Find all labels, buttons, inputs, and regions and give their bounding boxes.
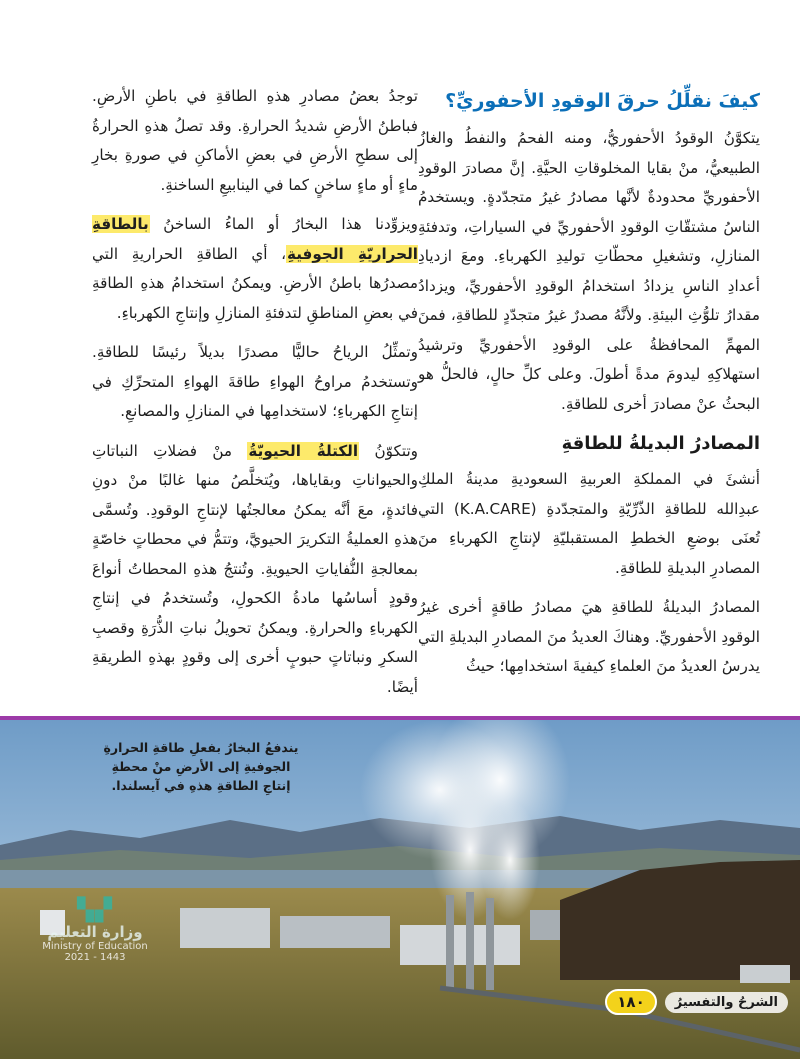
paragraph-alternative-sources: المصادرُ البديلةُ للطاقةِ هيَ مصادرُ طاقةٍ أخرى غيرُ الوقودِ الأحفوريِّ. وهناكَ العديدُ منَ المصادرِ البديلةِ التي يدرسُ العديدُ منَ العلماءِ كيفيةَ استخدامِها؛ حيثُ (418, 598, 760, 675)
plant-building (400, 925, 520, 965)
paragraph-earth-heat: توجدُ بعضُ مصادرِ هذهِ الطاقةِ في باطنِ الأرضِ. فباطنُ الأرضِ شديدُ الحرارةِ. وقد تصلُ هذهِ الحرارةُ إلى سطحِ الأرضِ في بعضِ الأماكنِ في صورةِ بخارِ ماءٍ أو ماءٍ ساخنٍ كما في الينابيعِ الساخنةِ. (92, 87, 418, 194)
paragraph-biomass (92, 437, 418, 703)
plant-building (280, 916, 390, 948)
page-footer (598, 988, 788, 1016)
watermark-english: Ministry of Education (42, 941, 148, 952)
right-column (418, 82, 760, 692)
plant-building (740, 965, 790, 983)
term-biomass: الكتلةُ الحيويّةُ (248, 441, 359, 460)
watermark-arabic: وزارة التعليم (47, 923, 143, 941)
ministry-watermark (40, 898, 150, 963)
footer-section-title: الشرحُ والتفسيرُ (665, 992, 788, 1013)
subsection-heading: المصادرُ البديلةُ للطاقةِ (561, 433, 760, 454)
biomass-text-after: منْ فضلاتِ النباتاتِ والحيواناتِ وبقاياها، ويُتخلَّصُ منها غالبًا منْ دونِ فائدةٍ، معَ أنَّه يمكنُ معالجتُها لإنتاجِ الوقودِ. وتُسمَّى هذهِ العمليةُ التكريرَ الحيويَّ، وتتمُّ في محطاتٍ خاصّةٍ بمعالجةِ النُّفاياتِ الحيويةِ. وتُنتجُ هذهِ المحطاتُ أنواعَ وقودٍ أساسُها مادةُ الكحولِ، وتُستخدمُ في إنتاجِ الكهرباءِ والحرارةِ. ويمكنُ تحويلُ نباتِ الذُّرَةِ وقصبِ السكرِ ونباتاتٍ حبوبٍ أخرى إلى وقودٍ بهذهِ الطريقةِ أيضًا. (92, 441, 418, 696)
smokestack (486, 898, 494, 990)
photo-caption: يندفعُ البخارُ بفعلِ طاقةِ الحرارةِ الجوفيةِ إلى الأرضِ منْ محطةِ إنتاجِ الطاقةِ هذهِ في آيسلندا. (103, 740, 299, 793)
section-heading: كيفَ نقلِّلُ حرقَ الوقودِ الأحفوريِّ؟ (445, 90, 760, 112)
plant-building (180, 908, 270, 948)
left-column (92, 82, 418, 712)
biomass-text-before: وتتكوّنُ (359, 441, 418, 460)
smokestack (446, 895, 454, 990)
smokestack (466, 892, 474, 990)
paragraph-fossil-fuel: يتكوَّنُ الوقودُ الأحفوريُّ، ومنه الفحمُ والنفطُ والغازُ الطبيعيُّ، منْ بقايا المخلوقاتِ الحيَّةِ. إنَّ مصادرَ الوقودِ الأحفوريِّ محدودةٌ لأنَّها مصادرُ غيرُ متجدّدةٍ. ويستخدمُ الناسُ مشتقّاتِ الوقودِ الأحفوريِّ في السياراتِ، وتدفئةِ المنازلِ، وتشغيلِ محطّاتِ توليدِ الكهرباءِ. ومعَ ازديادِ أعدادِ الناسِ يزدادُ استخدامُ الوقودِ الأحفوريِّ، ويزدادُ مقدارُ تلوُّثِ البيئةِ. ولأنَّهُ مصدرٌ غيرُ متجدّدٍ للطاقةِ، فمنَ المهمِّ المحافظةُ على الوقودِ الأحفوريِّ وترشيدُ استهلاكِهِ ليدومَ مدةً أطولَ. وعلى كلِّ حالٍ، فالحلُّ هو البحثُ عنْ مصادرَ أخرى للطاقةِ. (418, 129, 760, 413)
plant-building (530, 910, 560, 940)
watermark-year: 2021 - 1443 (64, 952, 126, 963)
geothermal-text-after: ، أي الطاقةِ الحراريةِ التي مصدرُها باطنُ الأرضِ. ويمكنُ استخدامُ هذهِ الطاقةِ في بعضِ المناطقِ لتدفئةِ المنازلِ وإنتاجِ الكهرباءِ. (92, 244, 418, 322)
term-geothermal: بالطاقةِ الحراريّةِ الجوفيةِ (92, 215, 419, 263)
paragraph-kacare: أنشئَ في المملكةِ العربيةِ السعوديةِ مدينةُ الملكِ عبدِالله للطاقةِ الذّرِّيّةِ والمتجدّدةِ (K.A.CARE) التي تُعنَى بوضعِ الخططِ المستقبليّةِ لإنتاجِ الكهرباءِ منَ المصادرِ البديلةِ للطاقةِ. (418, 470, 760, 577)
paragraph-wind: وتمثِّلُ الرياحُ حاليًّا مصدرًا بديلاً رئيسًا للطاقةِ. وتستخدمُ مراوحُ الهواءِ طاقةَ الهواءِ المتحرِّكِ في إنتاجِ الكهرباءِ؛ لاستخدامِها في المنازلِ والمصانعِ. (92, 343, 418, 420)
page-number: ١٨٠ (605, 989, 656, 1015)
geothermal-text-before: ويزوِّدنا هذا البخارُ أو الماءُ الساخنُ (149, 215, 418, 233)
ministry-logo-icon: ▚▞ (77, 898, 113, 923)
paragraph-geothermal (92, 210, 418, 328)
